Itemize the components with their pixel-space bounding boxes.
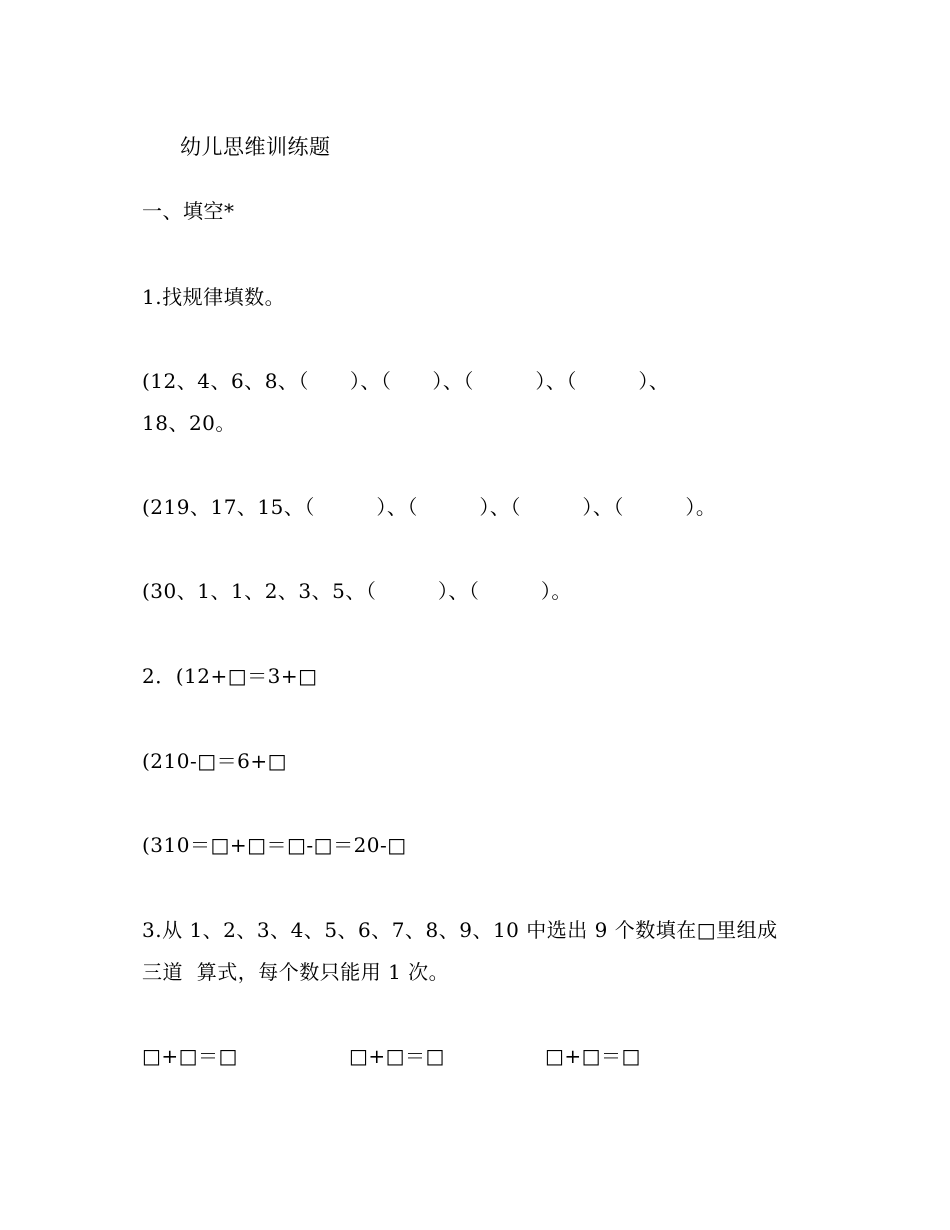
question-3-instruction-line-1: 3.从 1、2、3、4、5、6、7、8、9、10 中选出 9 个数填在□里组成 bbox=[142, 918, 778, 942]
question-2-equation-b: (210-□＝6+□ bbox=[142, 749, 288, 773]
question-3-instruction-line-2: 三道 算式，每个数只能用 1 次。 bbox=[142, 960, 450, 984]
question-1-sequence-b: (219、17、15、（ ）、（ ）、（ ）、（ ）。 bbox=[142, 495, 717, 519]
question-3-equation-2: □+□＝□ bbox=[349, 1044, 445, 1068]
worksheet-title: 幼儿思维训练题 bbox=[180, 135, 331, 159]
question-1-heading: 1.找规律填数。 bbox=[142, 285, 286, 309]
section-heading-fill-in: 一、填空* bbox=[142, 199, 235, 223]
question-1-sequence-a-line-1: (12、4、6、8、（ ）、（ ）、（ ）、（ ）、 bbox=[142, 369, 670, 393]
question-1-sequence-c: (30、1、1、2、3、5、（ ）、（ ）。 bbox=[142, 579, 572, 603]
question-2-equation-c: (310＝□+□＝□-□＝20-□ bbox=[142, 833, 407, 857]
question-3-equation-1: □+□＝□ bbox=[142, 1044, 238, 1068]
question-3-equation-3: □+□＝□ bbox=[545, 1044, 641, 1068]
question-2-equation-a: 2．(12+□＝3+□ bbox=[142, 664, 318, 688]
question-1-sequence-a-line-2: 18、20。 bbox=[142, 411, 236, 435]
